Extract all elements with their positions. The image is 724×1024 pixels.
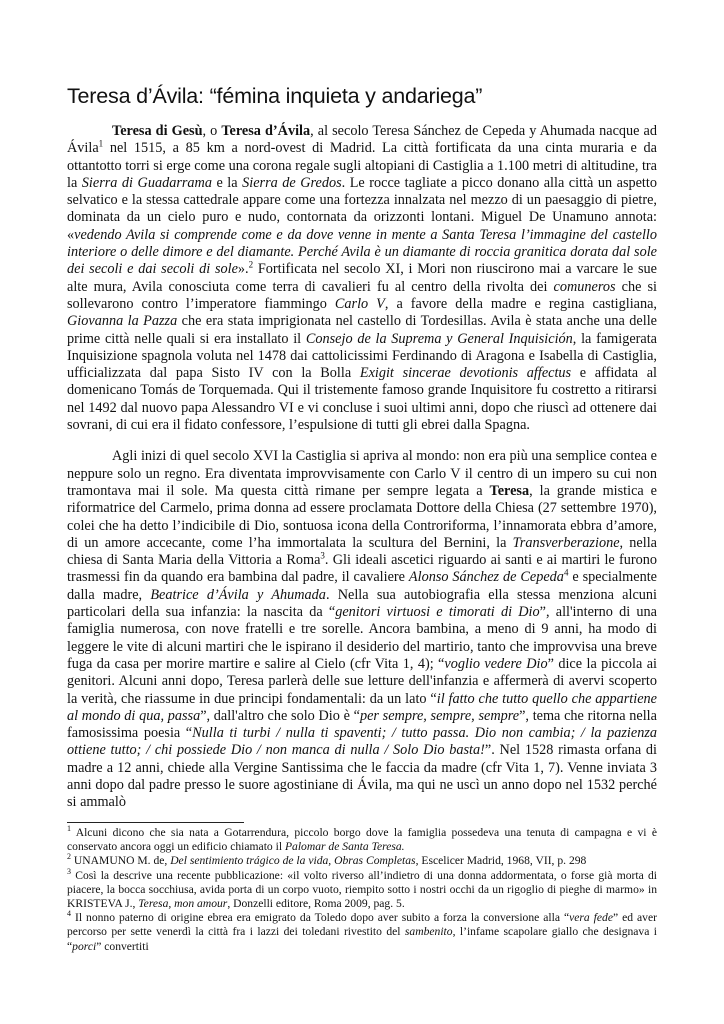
footnote-ref-3[interactable]: 3: [320, 550, 325, 561]
footnote-italic: Teresa, mon amour: [138, 897, 228, 911]
footnote-3: [67, 866, 657, 912]
footnote-italic: Palomar de Santa Teresa.: [284, 840, 405, 854]
italic-text: per sempre, sempre, sempre: [359, 707, 520, 724]
footnote-text: , l’infame scapolare giallo che designava i “: [67, 925, 657, 953]
footnote-separator: [67, 822, 244, 823]
poem-quote: Nulla ti turbi / nulla ti spaventi; / tutto passa. Dio non cambia; / la pazienza ottiene tutto; / chi possiede Dio / non manca di nulla / Solo Dio basta!: [67, 725, 657, 759]
footnote-number: 3: [67, 866, 71, 876]
text: , a favore della madre e regina castigliana,: [384, 295, 657, 312]
text: . Le rocce tagliate a picco donano alla città un aspetto selvatico e la stessa cattedrale appare come una fortezza innalzata nel mezzo di un paesaggio di pietre, dominata da un cielo puro e nudo, contornata da orizzonti lontani. Miguel De Unamuno annota: «: [67, 174, 657, 243]
italic-text: comuneros: [553, 278, 616, 295]
text: ”. Nel 1528 rimasta orfana di madre a 12 anni, chiede alla Vergine Santissima che le faccia da madre (cfr Vita 1, 7). Venne inviata 3 anni dopo dal padre presso le suore agostiniane di Ávila, ma qui ne uscì un anno dopo nel 1532 perché si ammalò: [67, 742, 657, 811]
footnote-ref-4[interactable]: 4: [563, 567, 569, 578]
text: che si sollevarono contro l’imperatore fiammingo: [67, 278, 657, 312]
text: e la: [211, 174, 243, 191]
text: ”, dall'altro che solo Dio è “: [200, 707, 360, 724]
footnote-text: Alcuni dicono che sia nata a Gotarrendura, piccolo borgo dove la famiglia possedeva una tenuta di campagna e vi è conservato ancora oggi un edificio chiamato il: [67, 826, 657, 854]
footnote-ref-1[interactable]: 1: [98, 138, 104, 149]
paragraph-1: [67, 123, 657, 434]
footnote-number: 2: [67, 852, 71, 862]
text: ».: [237, 261, 249, 278]
footnotes: [67, 826, 657, 954]
quote-unamuno: vedendo Avila si comprende come e da dove venne in mente a Santa Teresa l’immagine del castello interiore o delle dimore e del diamante. Perché Avila è un diamante di roccia granitica dorata dal sole dei secoli e dai secoli di sole: [67, 226, 657, 278]
paragraph-2: [67, 448, 657, 811]
page-title: Teresa d’Ávila: “fémina inquieta y andariega”: [67, 84, 483, 108]
footnote-ref-2[interactable]: 2: [248, 259, 254, 270]
text: ”, all'interno di una famiglia numerosa, con nove fratelli e tre sorelle. Ancora bambina, a meno di 9 anni, ha modo di leggere le vite di alcuni martiri che le ispirano il desiderio del martirio, tanto che improvvisa una breve fuga da casa per morire martire e salire al Cielo (cfr Vita 1, 4); “: [67, 604, 657, 672]
footnote-text: ” convertiti: [96, 939, 149, 953]
text: , la famigerata Inquisizione spagnola voluta nel 1478 dai cattolicissimi Ferdinando di Aragona e Isabella di Castiglia, ufficializzata dal papa Sisto IV con la Bolla: [67, 330, 658, 382]
footnote-italic: sambenito: [404, 925, 453, 939]
italic-text: Alonso Sánchez de Cepeda: [408, 569, 564, 586]
document-page: [67, 84, 657, 826]
footnote-italic: Del sentimiento trágico de la vida, Obras Completas: [170, 854, 416, 868]
footnote-italic: porci: [72, 939, 97, 953]
text: ”, tema che ritorna nella famosissima poesia “: [67, 707, 657, 742]
italic-text: voglio vedere Dio: [444, 655, 548, 672]
text: che era stata imprigionata nel castello di Tordesillas. Avila è stata anche una delle prime città nelle quali si era installato il: [67, 313, 657, 347]
italic-text: Transverberazione: [512, 534, 620, 551]
footnote-text: , Donzelli editore, Roma 2009, pag. 5.: [227, 897, 405, 911]
text: nel 1515, a 85 km a nord-ovest di Madrid. La città fortificata da una cinta muraria e da ottantotto torri si erge come una corona regale sugli altopiani di Castiglia a 1.100 metri di altitudine, tra la: [67, 140, 657, 191]
text: , la grande mistica e riformatrice del Carmelo, prima donna ad essere proclamata Dottore della Chiesa (27 settembre 1970), colei che ha detto l’indicibile di Dio, sontuosa icona della Controriforma, l’innamorata ebbra d’amore, di un amore accecante, come l’ha immortalata la scultura del Bernini, la: [67, 482, 657, 551]
italic-text: Sierra di Guadarrama: [81, 174, 212, 191]
italic-text: Consejo de la Suprema y General Inquisición: [305, 330, 573, 347]
footnote-text: UNAMUNO M. de,: [71, 854, 171, 868]
text: Fortificata nel secolo XI, i Mori non riuscirono mai a varcare le sue alte mura, Avila conosciuta come terra di cavalieri fu al centro della rivolta dei: [67, 261, 657, 295]
italic-text: Exigit sincerae devotionis affectus: [359, 365, 572, 382]
italic-text: il fatto che tutto quello che appartiene al mondo di qua, passa: [67, 690, 657, 724]
footnote-2: [67, 854, 657, 868]
text: ” dice la piccola ai genitori. Alcuni anni dopo, Teresa parlerà delle sue letture dell'infanzia e affermerà di avervi scoperto la verità, che riassume in due principi fondamentali: da un lato “: [67, 655, 657, 707]
text: , al secolo Teresa Sánchez de Cepeda y Ahumada nacque ad Ávila: [67, 123, 658, 157]
text: Agli inizi di quel secolo XVI la Castiglia si apriva al mondo: non era più una semplice contea e neppure solo un regno. Era diventata improvvisamente con Carlo V il centro di un impero su cui non tramontava mai il sole. Ma questa città rimane per sempre legata a: [67, 448, 657, 499]
footnote-text: Così la descrive una recente pubblicazione: «il volto riverso all’indietro di una donna addormentata, o forse già morta di piacere, la bocca socchiusa, avida porta di un corpo vuoto, riempito sotto i nostri occhi da un rigoglio di pieghe di marmo» in KRISTEVA J.,: [67, 868, 657, 911]
italic-text: Beatrice d’Ávila y Ahumada: [150, 586, 326, 603]
bold-name: Teresa di Gesù: [112, 123, 203, 139]
footnote-text: , Escelicer Madrid, 1968, VII, p. 298: [415, 854, 587, 868]
bold-name: Teresa d’Ávila: [221, 123, 311, 139]
text: , nella chiesa di Santa Maria della Vittoria a Roma: [67, 534, 657, 569]
text: e affidata al domenicano Tomás de Torquemada. Qui il tristemente famoso grande Inquisitore fu costretto a ritirarsi nel 1492 dal nuovo papa Alessandro VI e vi concluse i suoi ultimi anni, dopo che riuscì ad ottenere dai sovrani, di cui era il fidato confessore, l’espulsione di tutti gli ebrei dalla Spagna.: [67, 365, 657, 434]
text: . Nella sua autobiografia ella stessa menziona alcuni particolari della sua infanzia: la nascita da “: [67, 586, 657, 621]
footnote-1: [67, 826, 657, 854]
text: , o: [202, 123, 222, 139]
footnote-text: Il nonno paterno di origine ebrea era emigrato da Toledo dopo aver subito a forza la conversione alla “: [71, 911, 570, 925]
text: . Gli ideali ascetici riguardo ai santi e ai martiri le furono trasmessi fin da quando era bambina dal padre, il cavaliere: [67, 552, 657, 586]
text: e specialmente dalla madre,: [67, 569, 657, 603]
footnote-number: 1: [67, 824, 71, 834]
italic-text: genitori virtuosi e timorati di Dio: [335, 604, 540, 621]
footnote-4: [67, 911, 657, 954]
footnote-number: 4: [67, 909, 71, 919]
italic-text: Carlo V: [334, 295, 385, 312]
footnote-text: ” ed aver percorso per sette venerdì la città fra i lazzi dei toledani rivestito del: [67, 911, 657, 939]
italic-text: Giovanna la Pazza: [67, 313, 178, 330]
italic-text: Sierra de Gredos: [242, 174, 342, 191]
bold-name: Teresa: [489, 482, 530, 499]
footnote-italic: vera fede: [569, 911, 613, 925]
